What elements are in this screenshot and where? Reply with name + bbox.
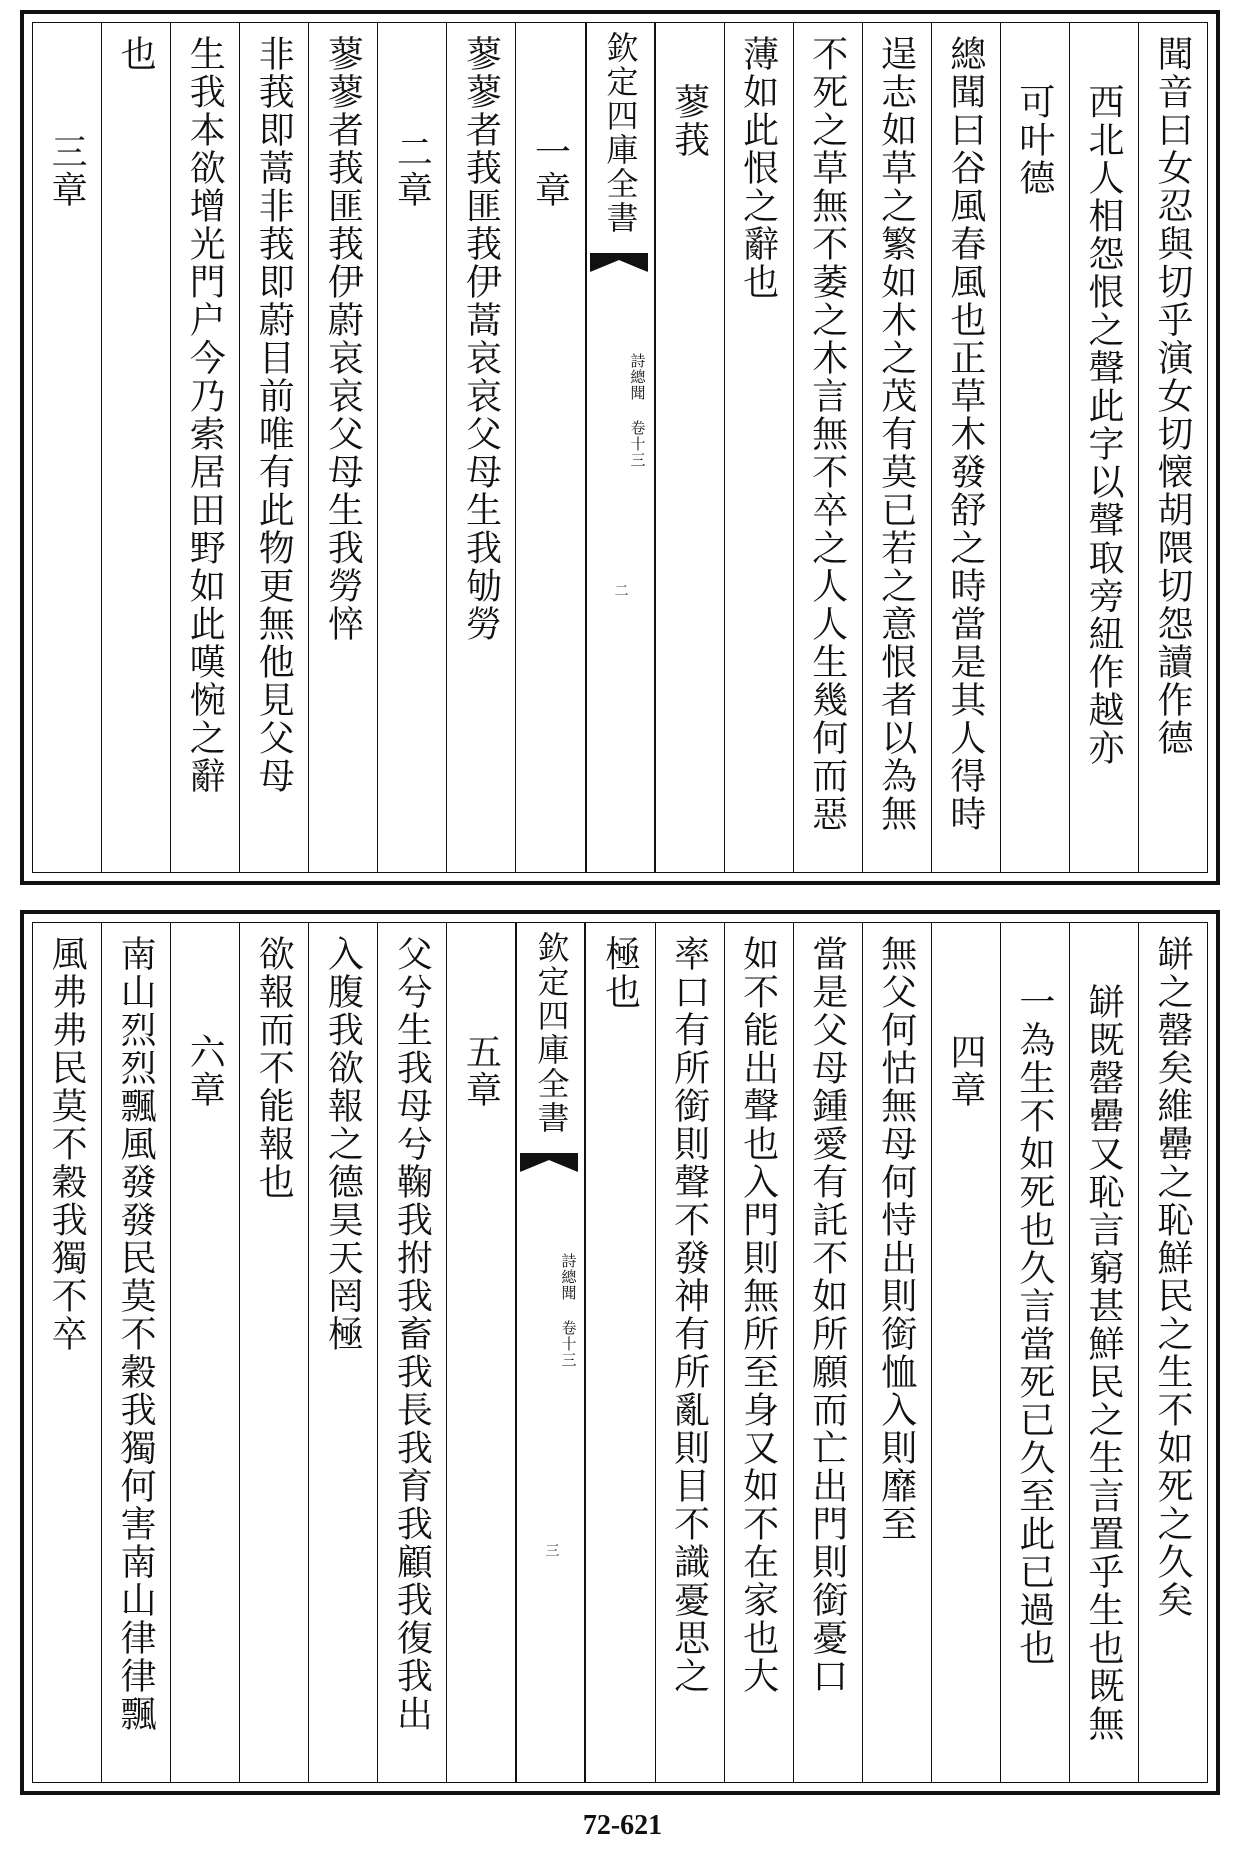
text-column: 如不能出聲也入門則無所至身又如不在家也大 [724,923,793,1782]
text-column: 西北人相怨恨之聲此字以聲取旁紐作越亦 [1069,23,1138,872]
fish-tail-mark-icon [520,1153,578,1203]
text-column: 缾既罄罍又恥言窮甚鮮民之生言置乎生也既無 [1069,923,1138,1782]
bottom-page-text-frame [32,922,1208,1783]
text-column: 極也 [585,923,654,1782]
fish-tail-mark-icon [590,253,648,303]
text-column: 不死之草無不萎之木言無不卒之人人生幾何而惡 [793,23,862,872]
text-column: 蓼莪 [655,23,724,872]
text-column: 五章 [446,923,515,1782]
text-column: 一章 [515,23,584,872]
text-column: 薄如此恨之辭也 [724,23,793,872]
top-page-text-frame [32,22,1208,873]
text-column: 六章 [170,923,239,1782]
gutter-header: 欽定四庫全書 [532,931,571,1135]
text-column: 總聞曰谷風春風也正草木發舒之時當是其人得時 [931,23,1000,872]
text-column: 風弗弗民莫不穀我獨不卒 [46,935,88,1353]
gutter-subtitle: 詩總聞 卷十三 [559,1253,578,1368]
text-column: 二章 [377,23,446,872]
gutter-page-number: 二 [612,583,629,599]
text-column: 南山烈烈飄風發發民莫不穀我獨何害南山律律飄 [101,923,170,1782]
top-page [20,10,1220,885]
text-column: 欲報而不能報也 [239,923,308,1782]
text-column: 無父何怙無母何恃出則銜恤入則靡至 [862,923,931,1782]
center-gutter [585,23,655,872]
text-column: 也 [101,23,170,872]
bottom-page [20,910,1220,1795]
gutter-page-number: 三 [543,1543,560,1559]
gutter-header: 欽定四庫全書 [601,31,640,235]
text-column: 蓼蓼者莪匪莪伊蒿哀哀父母生我劬勞 [446,23,515,872]
center-gutter [515,923,585,1782]
gutter-subtitle: 詩總聞 卷十三 [628,353,647,468]
text-column: 入腹我欲報之德昊天罔極 [308,923,377,1782]
text-column: 當是父母鍾愛有託不如所願而亡出門則銜憂口 [793,923,862,1782]
text-column: 父兮生我母兮鞠我拊我畜我長我育我顧我復我出 [377,923,446,1782]
text-column: 逞志如草之繁如木之茂有莫已若之意恨者以為無 [862,23,931,872]
text-column: 率口有所銜則聲不發神有所亂則目不識憂思之 [655,923,724,1782]
text-column: 生我本欲增光門户今乃索居田野如此嘆惋之辭 [170,23,239,872]
text-column: 非莪即蒿非莪即蔚目前唯有此物更無他見父母 [239,23,308,872]
text-column: 蓼蓼者莪匪莪伊蔚哀哀父母生我勞悴 [308,23,377,872]
text-column: 缾之罄矣維罍之恥鮮民之生不如死之久矣 [1138,923,1207,1782]
text-column: 可叶德 [1000,23,1069,872]
page-number-footer: 72-621 [582,1810,663,1841]
text-column: 四章 [931,923,1000,1782]
text-column: 聞音曰女忍與切乎演女切懐胡隈切怨讀作德 [1138,23,1207,872]
text-column: 三章 [46,133,88,209]
text-column: 一為生不如死也久言當死已久至此已過也 [1000,923,1069,1782]
